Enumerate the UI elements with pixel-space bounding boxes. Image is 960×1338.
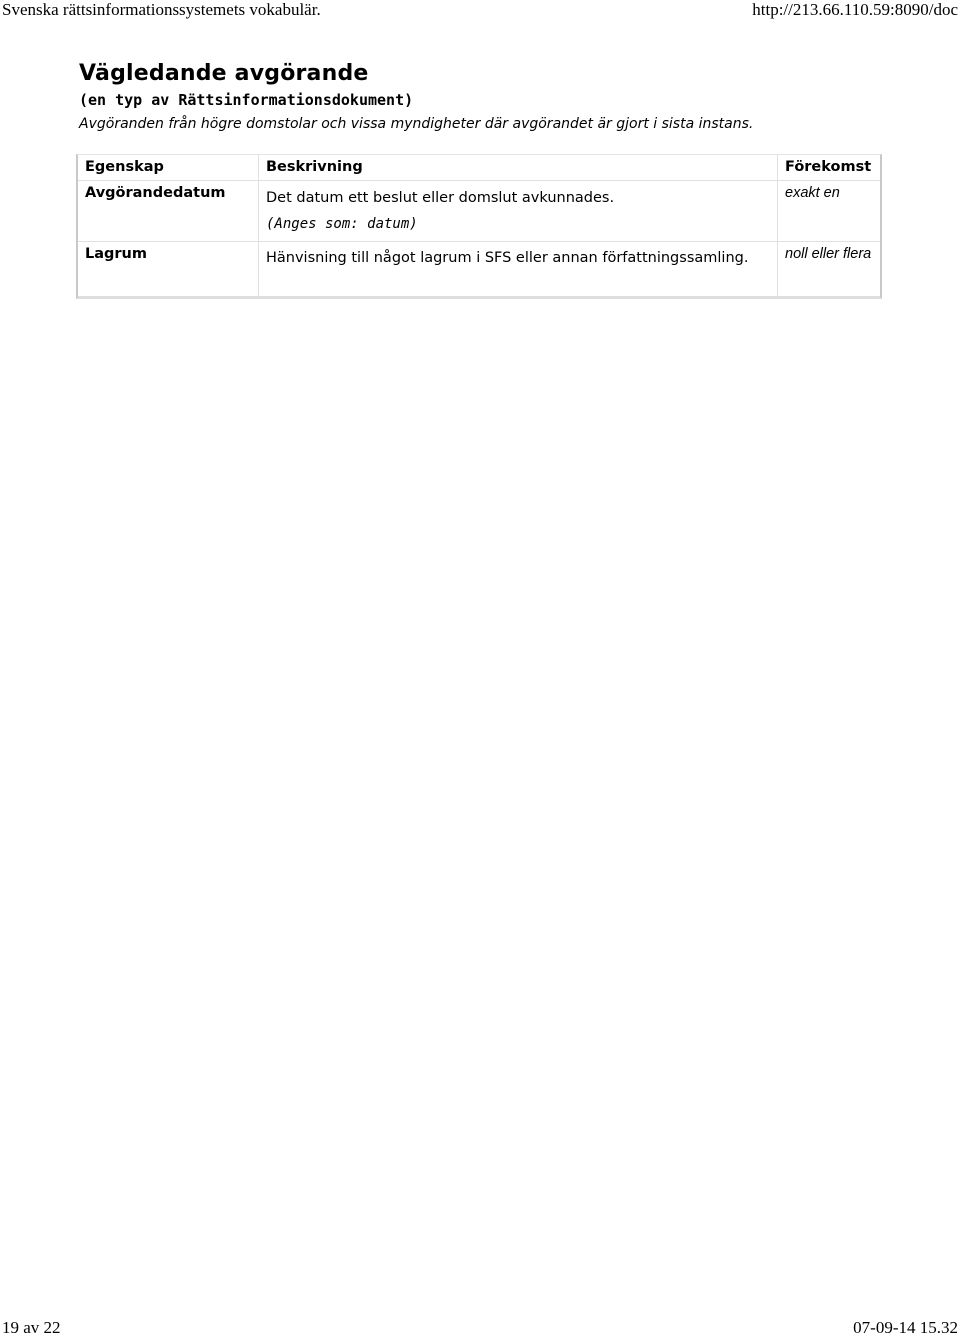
properties-table — [76, 154, 882, 299]
property-description: Det datum ett beslut eller domslut avkunnades. — [266, 190, 615, 206]
column-header-description: Beskrivning — [259, 155, 778, 181]
print-timestamp: 07-09-14 15.32 — [853, 1318, 958, 1337]
page-title: Vägledande avgörande — [79, 61, 369, 86]
property-description-cell — [259, 242, 778, 297]
column-header-property: Egenskap — [78, 155, 259, 181]
property-occurrence: noll eller flera — [778, 242, 880, 297]
property-description: Hänvisning till något lagrum i SFS eller annan författningssamling. — [266, 250, 749, 266]
property-name: Lagrum — [78, 242, 259, 297]
property-name: Avgörandedatum — [78, 181, 259, 242]
page-counter: 19 av 22 — [2, 1318, 61, 1337]
table-header-row — [78, 155, 880, 181]
property-type-note: (Anges som: datum) — [266, 216, 418, 232]
table-row — [78, 181, 880, 242]
print-footer — [0, 1318, 960, 1338]
document-content — [79, 60, 884, 266]
print-header-url: http://213.66.110.59:8090/doc — [752, 0, 958, 19]
class-description: Avgöranden från högre domstolar och vissa myndigheter där avgörandet är gjort i sista instans. — [79, 116, 754, 132]
property-description-cell — [259, 181, 778, 242]
property-occurrence: exakt en — [778, 181, 880, 242]
print-header-title: Svenska rättsinformationssystemets vokabulär. — [2, 0, 321, 19]
page-subtitle: (en typ av Rättsinformationsdokument) — [79, 91, 414, 109]
print-header — [0, 0, 960, 20]
column-header-occurrence: Förekomst — [778, 155, 880, 181]
table-row — [78, 242, 880, 297]
